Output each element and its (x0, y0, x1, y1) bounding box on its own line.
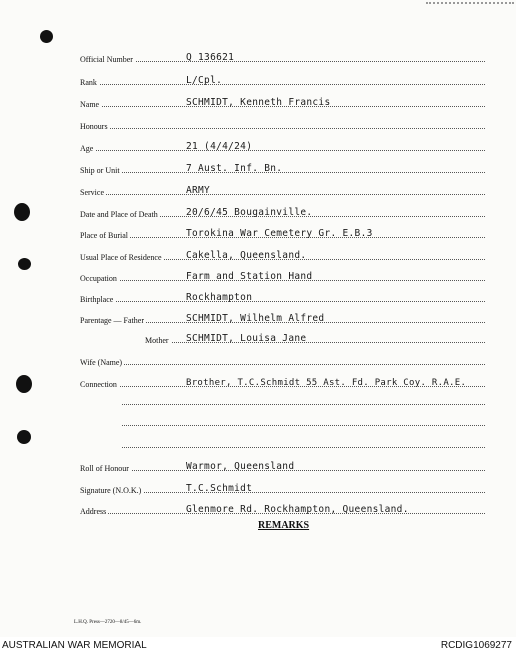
value-service: ARMY (186, 185, 211, 196)
field-roll-of-honour (80, 459, 485, 473)
field-honours (80, 117, 485, 131)
punch-hole (17, 430, 31, 444)
field-name (80, 95, 485, 109)
field-connection (80, 375, 485, 389)
label-address: Address (80, 507, 107, 516)
punch-hole (18, 258, 31, 270)
connection-line (122, 404, 485, 405)
field-wife (80, 353, 485, 367)
label-usual-residence: Usual Place of Residence (80, 253, 162, 262)
field-address (80, 502, 485, 516)
value-birthplace: Rockhampton (186, 292, 253, 303)
value-usual-residence: Cakella, Queensland. (186, 250, 307, 261)
value-mother: SCHMIDT, Louisa Jane (186, 333, 307, 344)
label-rank: Rank (80, 78, 97, 87)
label-date-place-of-death: Date and Place of Death (80, 210, 158, 219)
label-roll-of-honour: Roll of Honour (80, 464, 129, 473)
value-date-place-of-death: 20/6/45 Bougainville. (186, 207, 313, 218)
field-usual-residence (80, 248, 485, 262)
label-connection: Connection (80, 380, 117, 389)
field-place-of-burial (80, 226, 485, 240)
field-rank (80, 73, 485, 87)
footer-institution: AUSTRALIAN WAR MEMORIAL (2, 640, 147, 651)
label-signature-nok: Signature (N.O.K.) (80, 486, 142, 495)
punch-hole (14, 203, 30, 221)
value-rank: L/Cpl. (186, 75, 223, 86)
label-place-of-burial: Place of Burial (80, 231, 128, 240)
value-place-of-burial: Torokina War Cemetery Gr. E.B.3 (186, 228, 373, 239)
field-official-number (80, 50, 485, 64)
label-ship-or-unit: Ship or Unit (80, 166, 120, 175)
field-service (80, 183, 485, 197)
connection-line (122, 425, 485, 426)
label-occupation: Occupation (80, 274, 117, 283)
value-official-number: Q 136621 (186, 52, 235, 63)
field-signature-nok (80, 481, 485, 495)
field-date-place-of-death (80, 205, 485, 219)
punch-hole (40, 30, 53, 43)
field-birthplace (80, 290, 485, 304)
label-birthplace: Birthplace (80, 295, 114, 304)
value-signature-nok: T.C.Schmidt (186, 483, 253, 494)
label-wife: Wife (Name) (80, 358, 123, 367)
scan-artifact (426, 2, 514, 8)
value-name: SCHMIDT, Kenneth Francis (186, 97, 331, 108)
value-occupation: Farm and Station Hand (186, 271, 313, 282)
value-address: Glenmore Rd. Rockhampton, Queensland. (186, 504, 409, 515)
label-service: Service (80, 188, 104, 197)
label-parentage-father: Parentage — Father (80, 316, 144, 325)
archive-footer (0, 637, 516, 654)
value-ship-or-unit: 7 Aust. Inf. Bn. (186, 163, 283, 174)
remarks-heading: REMARKS (258, 520, 310, 531)
label-official-number: Official Number (80, 55, 133, 64)
connection-line (122, 447, 485, 448)
punch-hole (16, 375, 32, 393)
printer-imprint: L.H.Q. Press—2720—8/45—6m. (74, 620, 142, 625)
field-occupation (80, 269, 485, 283)
value-connection: Brother, T.C.Schmidt 55 Ast. Fd. Park Coy. R.A.E. (186, 378, 467, 388)
label-mother: Mother (145, 336, 169, 345)
field-ship-or-unit (80, 161, 485, 175)
label-name: Name (80, 100, 100, 109)
value-parentage-father: SCHMIDT, Wilhelm Alfred (186, 313, 325, 324)
label-honours: Honours (80, 122, 108, 131)
field-mother (145, 331, 485, 345)
label-age: Age (80, 144, 94, 153)
field-parentage-father (80, 311, 485, 325)
value-roll-of-honour: Warmor, Queensland (186, 461, 295, 472)
value-age: 21 (4/4/24) (186, 141, 253, 152)
field-age (80, 139, 485, 153)
footer-record-id: RCDIG1069277 (440, 640, 512, 651)
